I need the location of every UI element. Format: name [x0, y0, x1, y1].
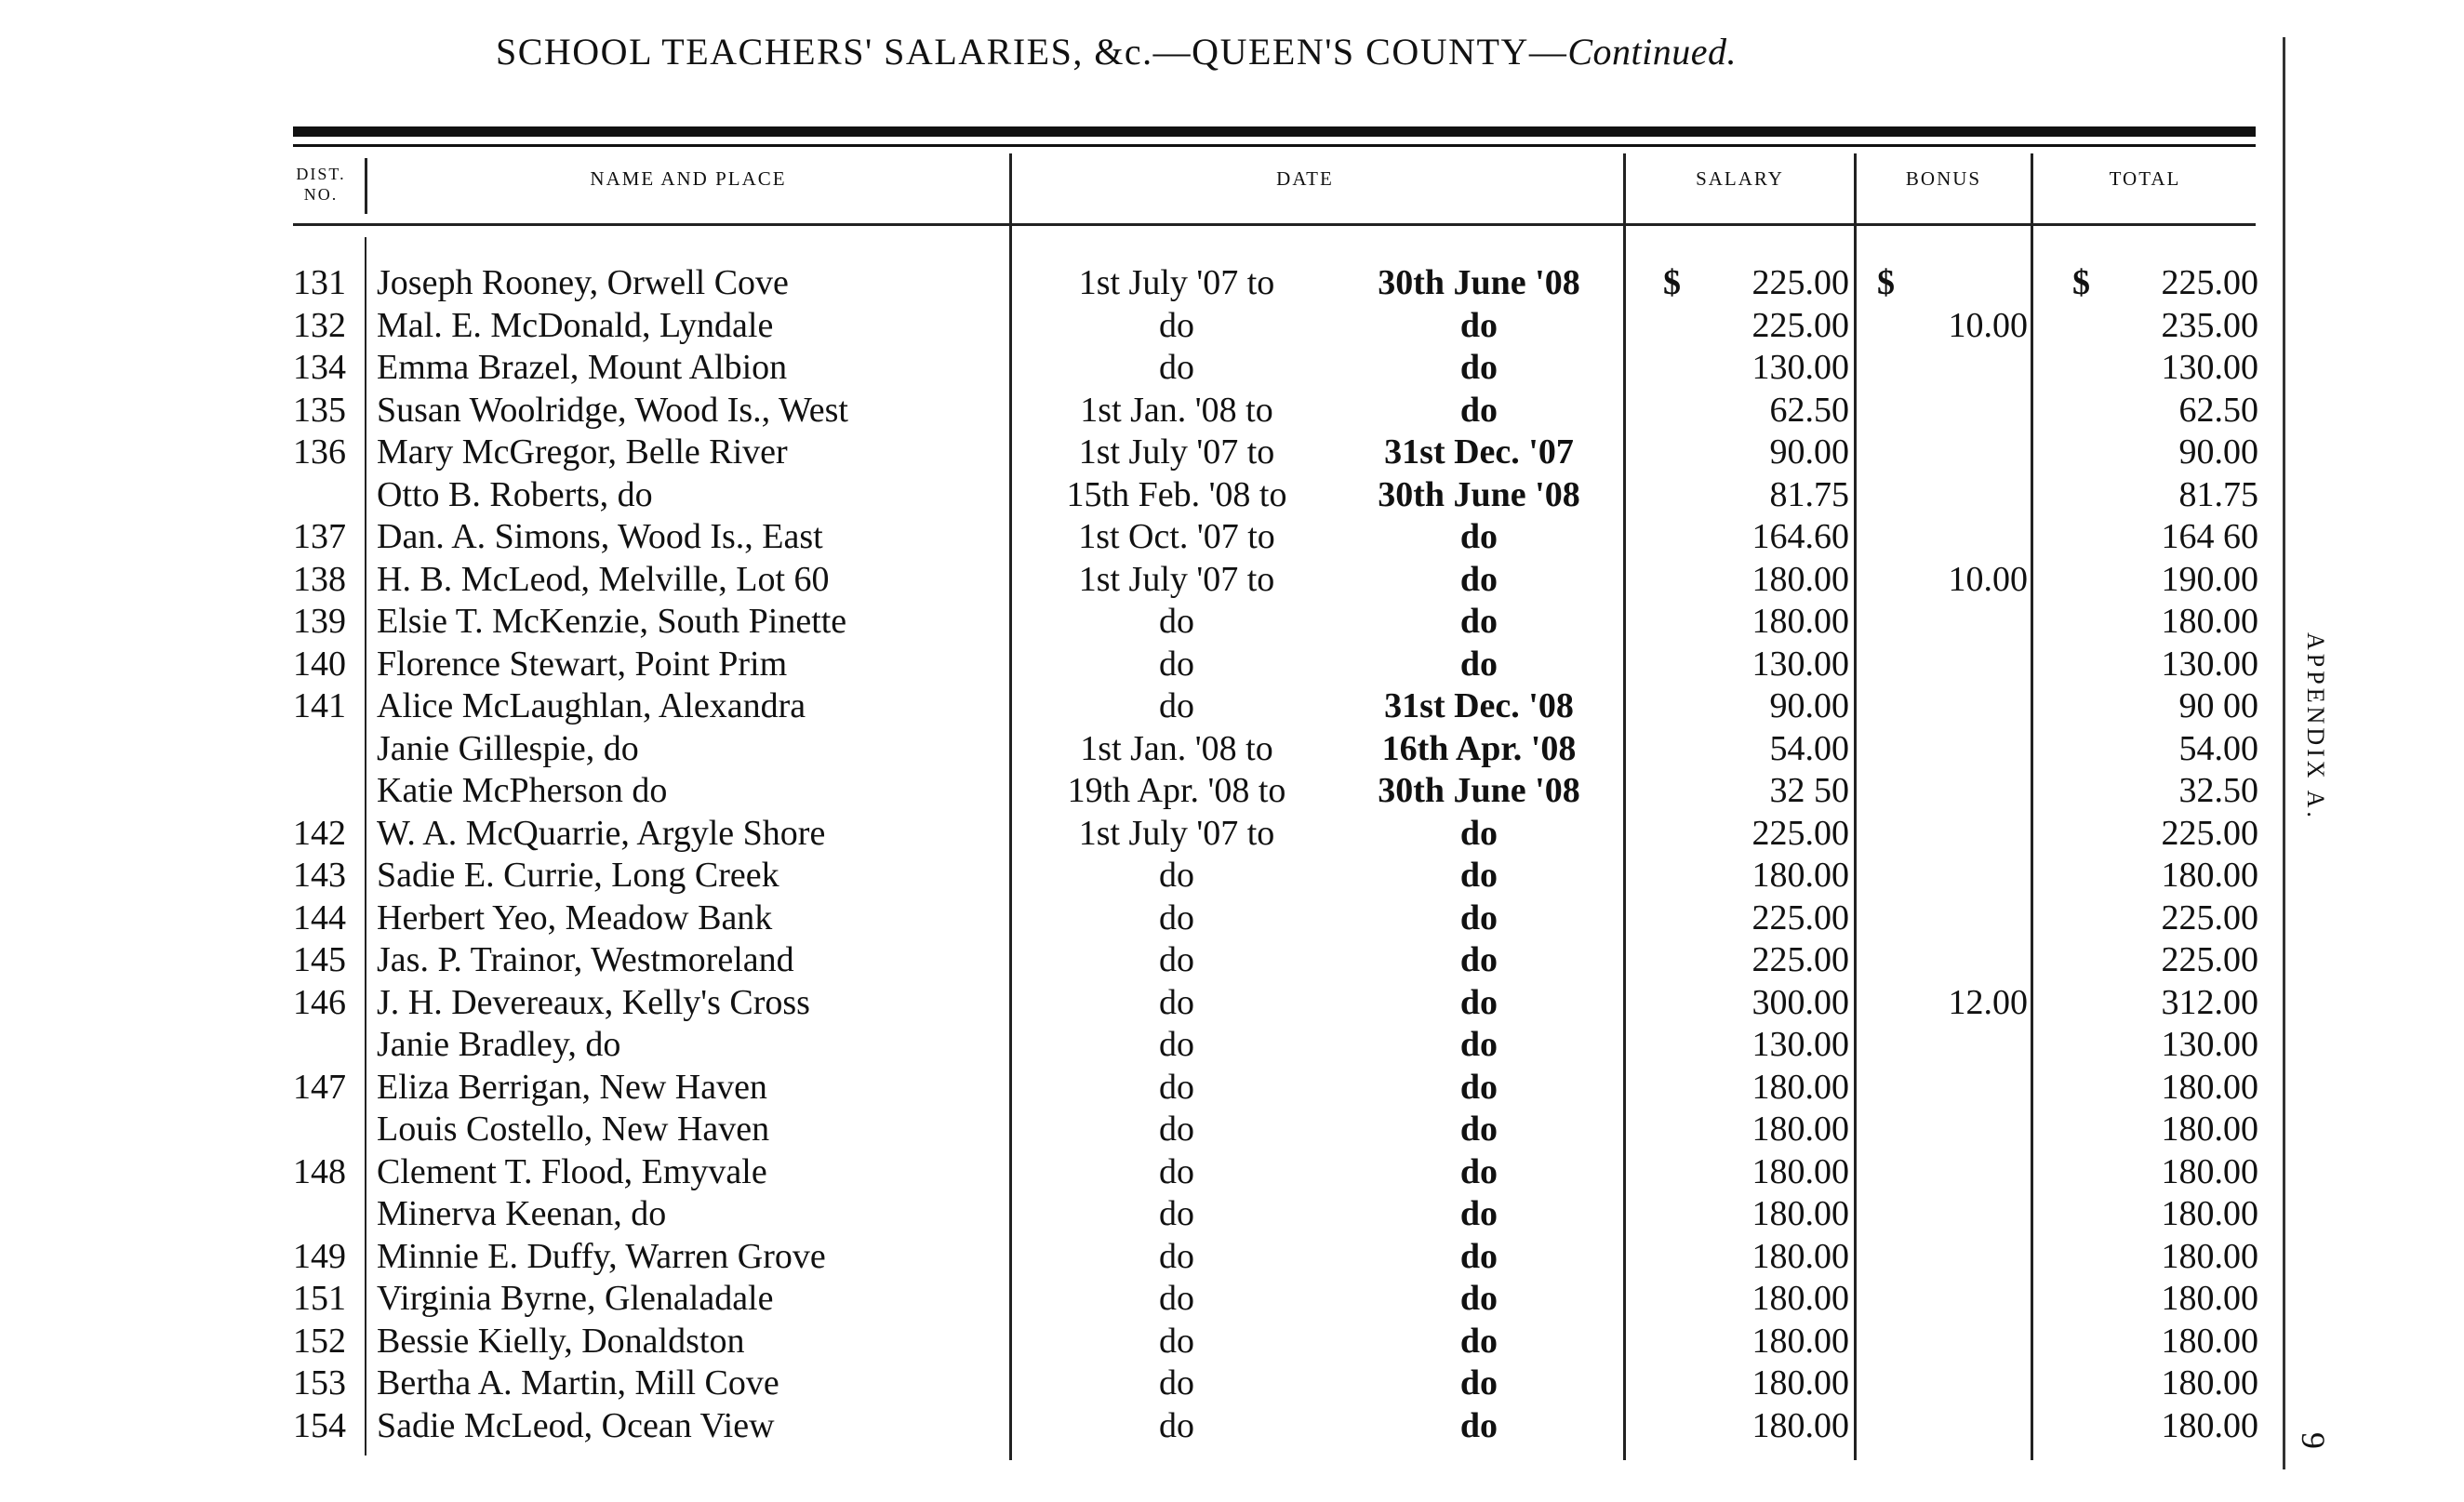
- header-bonus: BONUS: [1905, 167, 1982, 190]
- salary-cell: 180.00: [1751, 602, 1849, 641]
- name-place-cell: Sadie McLeod, Ocean View: [377, 1405, 775, 1445]
- salary-cell: 180.00: [1751, 1194, 1849, 1233]
- salary-cell: 180.00: [1751, 1279, 1849, 1318]
- table-row: [0, 813, 2464, 856]
- date-from-cell: do: [1159, 1025, 1194, 1064]
- salary-cell: 54.00: [1769, 728, 1849, 768]
- date-from-cell: do: [1159, 1067, 1194, 1107]
- total-cell: 225.00: [2161, 263, 2258, 302]
- date-from-cell: do: [1159, 897, 1194, 937]
- name-place-cell: Minnie E. Duffy, Warren Grove: [377, 1236, 826, 1276]
- name-place-cell: Clement T. Flood, Emyvale: [377, 1151, 767, 1191]
- salary-cell: 32 50: [1769, 771, 1849, 810]
- name-place-cell: Eliza Berrigan, New Haven: [377, 1067, 767, 1107]
- title-suffix: Continued.: [1567, 31, 1737, 73]
- dist-no-cell: 153: [293, 1363, 346, 1402]
- date-to-cell: do: [1459, 1067, 1498, 1107]
- total-cell: 225.00: [2161, 897, 2258, 937]
- salary-cell: 180.00: [1751, 1363, 1849, 1402]
- date-from-cell: 19th Apr. '08 to: [1067, 771, 1286, 810]
- dist-no-cell: 140: [293, 644, 346, 684]
- name-place-cell: W. A. McQuarrie, Argyle Shore: [377, 813, 826, 853]
- date-to-cell: do: [1459, 559, 1498, 599]
- date-from-cell: do: [1159, 305, 1194, 345]
- bonus-cell: 10.00: [1948, 305, 2028, 345]
- date-to-cell: do: [1459, 1363, 1498, 1402]
- table-row: [0, 1362, 2464, 1405]
- name-place-cell: Emma Brazel, Mount Albion: [377, 348, 788, 387]
- name-place-cell: Herbert Yeo, Meadow Bank: [377, 897, 773, 937]
- total-cell: 180.00: [2161, 1279, 2258, 1318]
- date-from-cell: 1st July '07 to: [1078, 432, 1275, 472]
- date-from-cell: 1st July '07 to: [1078, 559, 1275, 599]
- salary-dollar-sign: $: [1663, 263, 1681, 302]
- date-from-cell: do: [1159, 982, 1194, 1022]
- header-salary: SALARY: [1696, 167, 1784, 190]
- table-row: [0, 855, 2464, 897]
- salary-cell: 225.00: [1751, 940, 1849, 979]
- header-date: DATE: [1276, 167, 1334, 190]
- date-to-cell: do: [1459, 1025, 1498, 1064]
- date-from-cell: 1st Oct. '07 to: [1078, 517, 1275, 556]
- table-row: [0, 1236, 2464, 1279]
- total-cell: 32.50: [2178, 771, 2258, 810]
- total-cell: 190.00: [2161, 559, 2258, 599]
- total-cell: 90.00: [2178, 432, 2258, 472]
- total-cell: 180.00: [2161, 602, 2258, 641]
- date-to-cell: do: [1459, 982, 1498, 1022]
- date-to-cell: 31st Dec. '08: [1384, 686, 1574, 725]
- date-to-cell: do: [1459, 1236, 1498, 1276]
- header-dist-no: [279, 164, 363, 205]
- table-row: [0, 262, 2464, 305]
- name-place-cell: J. H. Devereaux, Kelly's Cross: [377, 982, 810, 1022]
- page-number: 9: [2295, 1432, 2332, 1449]
- dist-no-cell: 151: [293, 1279, 346, 1318]
- date-to-cell: do: [1459, 1110, 1498, 1149]
- date-to-cell: do: [1459, 390, 1498, 430]
- total-cell: 130.00: [2161, 644, 2258, 684]
- date-from-cell: do: [1159, 686, 1194, 725]
- table-row: [0, 516, 2464, 559]
- total-cell: 180.00: [2161, 1363, 2258, 1402]
- table-row: [0, 644, 2464, 686]
- table-row: [0, 559, 2464, 602]
- date-from-cell: 1st July '07 to: [1078, 813, 1275, 853]
- date-to-cell: do: [1459, 305, 1498, 345]
- table-row: [0, 982, 2464, 1025]
- date-to-cell: do: [1459, 348, 1498, 387]
- salary-cell: 225.00: [1751, 263, 1849, 302]
- salary-cell: 164.60: [1751, 517, 1849, 556]
- total-cell: 225.00: [2161, 940, 2258, 979]
- table-row: [0, 1193, 2464, 1236]
- dist-no-cell: 143: [293, 856, 346, 895]
- salary-cell: 62.50: [1769, 390, 1849, 430]
- salary-cell: 130.00: [1751, 348, 1849, 387]
- date-from-cell: do: [1159, 1279, 1194, 1318]
- date-to-cell: do: [1459, 1279, 1498, 1318]
- name-place-cell: Florence Stewart, Point Prim: [377, 644, 788, 684]
- date-to-cell: 30th June '08: [1378, 771, 1580, 810]
- date-from-cell: do: [1159, 1151, 1194, 1191]
- total-cell: 225.00: [2161, 813, 2258, 853]
- total-cell: 180.00: [2161, 1110, 2258, 1149]
- dist-no-cell: 148: [293, 1151, 346, 1191]
- date-from-cell: do: [1159, 1194, 1194, 1233]
- salary-cell: 180.00: [1751, 1151, 1849, 1191]
- dist-no-cell: 138: [293, 559, 346, 599]
- salary-cell: 81.75: [1769, 474, 1849, 514]
- date-to-cell: 30th June '08: [1378, 263, 1580, 302]
- date-to-cell: do: [1459, 856, 1498, 895]
- name-place-cell: Alice McLaughlan, Alexandra: [377, 686, 806, 725]
- dist-no-cell: 137: [293, 517, 346, 556]
- name-place-cell: Sadie E. Currie, Long Creek: [377, 856, 779, 895]
- total-cell: 130.00: [2161, 348, 2258, 387]
- name-place-cell: Dan. A. Simons, Wood Is., East: [377, 517, 823, 556]
- total-cell: 81.75: [2178, 474, 2258, 514]
- date-from-cell: 15th Feb. '08 to: [1066, 474, 1287, 514]
- header-name-place: NAME AND PLACE: [590, 167, 787, 190]
- salary-cell: 180.00: [1751, 1405, 1849, 1445]
- date-from-cell: do: [1159, 1110, 1194, 1149]
- salary-cell: 300.00: [1751, 982, 1849, 1022]
- total-cell: 180.00: [2161, 1405, 2258, 1445]
- dist-no-cell: 144: [293, 897, 346, 937]
- header-bottom-rule: [293, 223, 2256, 226]
- date-to-cell: do: [1459, 897, 1498, 937]
- date-from-cell: do: [1159, 1236, 1194, 1276]
- header-total: TOTAL: [2109, 167, 2181, 190]
- total-cell: 180.00: [2161, 856, 2258, 895]
- date-to-cell: 30th June '08: [1378, 474, 1580, 514]
- salary-table-body: [0, 262, 2464, 1447]
- top-thick-rule: [293, 126, 2256, 137]
- table-row: [0, 1109, 2464, 1151]
- name-place-cell: Janie Gillespie, do: [377, 728, 639, 768]
- dist-no-cell: 134: [293, 348, 346, 387]
- table-row: [0, 770, 2464, 813]
- name-place-cell: Jas. P. Trainor, Westmoreland: [377, 940, 794, 979]
- total-cell: 312.00: [2161, 982, 2258, 1022]
- name-place-cell: Minerva Keenan, do: [377, 1194, 667, 1233]
- table-row: [0, 1278, 2464, 1321]
- total-dollar-sign: $: [2072, 263, 2090, 302]
- title-main: SCHOOL TEACHERS' SALARIES, &c.—QUEEN'S COUNTY—: [495, 31, 1568, 73]
- date-from-cell: do: [1159, 1321, 1194, 1361]
- salary-cell: 225.00: [1751, 813, 1849, 853]
- dist-no-cell: 136: [293, 432, 346, 472]
- dist-no-cell: 145: [293, 940, 346, 979]
- date-to-cell: do: [1459, 813, 1498, 853]
- date-to-cell: do: [1459, 1405, 1498, 1445]
- dist-no-cell: 146: [293, 982, 346, 1022]
- table-row: [0, 432, 2464, 474]
- table-row: [0, 390, 2464, 432]
- date-from-cell: 1st Jan. '08 to: [1080, 728, 1273, 768]
- date-to-cell: do: [1459, 1151, 1498, 1191]
- name-place-cell: Katie McPherson do: [377, 771, 668, 810]
- table-row: [0, 1405, 2464, 1448]
- name-place-cell: Mary McGregor, Belle River: [377, 432, 788, 472]
- date-to-cell: do: [1459, 1194, 1498, 1233]
- total-cell: 180.00: [2161, 1236, 2258, 1276]
- dist-no-cell: 132: [293, 305, 346, 345]
- total-cell: 180.00: [2161, 1194, 2258, 1233]
- date-from-cell: 1st Jan. '08 to: [1080, 390, 1273, 430]
- total-cell: 130.00: [2161, 1025, 2258, 1064]
- dist-no-cell: 131: [293, 263, 346, 302]
- dist-no-cell: 142: [293, 813, 346, 853]
- salary-cell: 180.00: [1751, 1110, 1849, 1149]
- name-place-cell: Otto B. Roberts, do: [377, 474, 653, 514]
- dist-no-cell: 154: [293, 1405, 346, 1445]
- dist-no-cell: 152: [293, 1321, 346, 1361]
- table-row: [0, 347, 2464, 390]
- salary-cell: 90.00: [1769, 432, 1849, 472]
- name-place-cell: Bertha A. Martin, Mill Cove: [377, 1363, 779, 1402]
- name-place-cell: H. B. McLeod, Melville, Lot 60: [377, 559, 830, 599]
- date-from-cell: do: [1159, 856, 1194, 895]
- date-to-cell: do: [1459, 517, 1498, 556]
- salary-cell: 180.00: [1751, 856, 1849, 895]
- bonus-cell: 10.00: [1948, 559, 2028, 599]
- date-from-cell: do: [1159, 1363, 1194, 1402]
- table-row: [0, 601, 2464, 644]
- date-to-cell: do: [1459, 602, 1498, 641]
- name-place-cell: Janie Bradley, do: [377, 1025, 621, 1064]
- salary-cell: 90.00: [1769, 686, 1849, 725]
- table-row: [0, 897, 2464, 940]
- table-row: [0, 939, 2464, 982]
- date-to-cell: do: [1459, 1321, 1498, 1361]
- total-cell: 180.00: [2161, 1321, 2258, 1361]
- name-place-cell: Elsie T. McKenzie, South Pinette: [377, 602, 847, 641]
- date-from-cell: do: [1159, 644, 1194, 684]
- total-cell: 235.00: [2161, 305, 2258, 345]
- name-place-cell: Bessie Kielly, Donaldston: [377, 1321, 745, 1361]
- date-from-cell: 1st July '07 to: [1078, 263, 1275, 302]
- total-cell: 180.00: [2161, 1067, 2258, 1107]
- total-cell: 180.00: [2161, 1151, 2258, 1191]
- header-dist-no-line1: DIST.: [296, 165, 346, 183]
- salary-cell: 180.00: [1751, 1321, 1849, 1361]
- table-row: [0, 1067, 2464, 1110]
- name-place-cell: Susan Woolridge, Wood Is., West: [377, 390, 848, 430]
- name-place-cell: Mal. E. McDonald, Lyndale: [377, 305, 774, 345]
- date-from-cell: do: [1159, 1405, 1194, 1445]
- header-dist-no-line2: NO.: [303, 185, 339, 204]
- date-to-cell: 16th Apr. '08: [1381, 728, 1577, 768]
- dist-no-cell: 141: [293, 686, 346, 725]
- name-place-cell: Louis Costello, New Haven: [377, 1110, 770, 1149]
- table-row: [0, 474, 2464, 517]
- name-place-cell: Joseph Rooney, Orwell Cove: [377, 263, 789, 302]
- table-row: [0, 1024, 2464, 1067]
- dist-no-cell: 149: [293, 1236, 346, 1276]
- salary-cell: 225.00: [1751, 305, 1849, 345]
- salary-cell: 130.00: [1751, 644, 1849, 684]
- dist-no-cell: 147: [293, 1067, 346, 1107]
- total-cell: 62.50: [2178, 390, 2258, 430]
- bonus-dollar-sign: $: [1877, 263, 1895, 302]
- date-to-cell: do: [1459, 940, 1498, 979]
- table-row: [0, 1321, 2464, 1363]
- date-to-cell: do: [1459, 644, 1498, 684]
- salary-cell: 225.00: [1751, 897, 1849, 937]
- date-from-cell: do: [1159, 602, 1194, 641]
- name-place-cell: Virginia Byrne, Glenaladale: [377, 1279, 774, 1318]
- salary-cell: 130.00: [1751, 1025, 1849, 1064]
- table-row: [0, 305, 2464, 348]
- dist-no-cell: 139: [293, 602, 346, 641]
- table-row: [0, 685, 2464, 728]
- salary-cell: 180.00: [1751, 1236, 1849, 1276]
- table-row: [0, 1151, 2464, 1194]
- date-from-cell: do: [1159, 348, 1194, 387]
- salary-cell: 180.00: [1751, 559, 1849, 599]
- table-row: [0, 728, 2464, 771]
- date-to-cell: 31st Dec. '07: [1384, 432, 1574, 472]
- salary-cell: 180.00: [1751, 1067, 1849, 1107]
- top-thin-rule: [293, 144, 2256, 147]
- total-cell: 90 00: [2178, 686, 2258, 725]
- page-title: [279, 30, 1953, 73]
- appendix-label: APPENDIX A.: [2302, 632, 2329, 821]
- total-cell: 54.00: [2178, 728, 2258, 768]
- dist-no-cell: 135: [293, 390, 346, 430]
- date-from-cell: do: [1159, 940, 1194, 979]
- total-cell: 164 60: [2161, 517, 2258, 556]
- bonus-cell: 12.00: [1948, 982, 2028, 1022]
